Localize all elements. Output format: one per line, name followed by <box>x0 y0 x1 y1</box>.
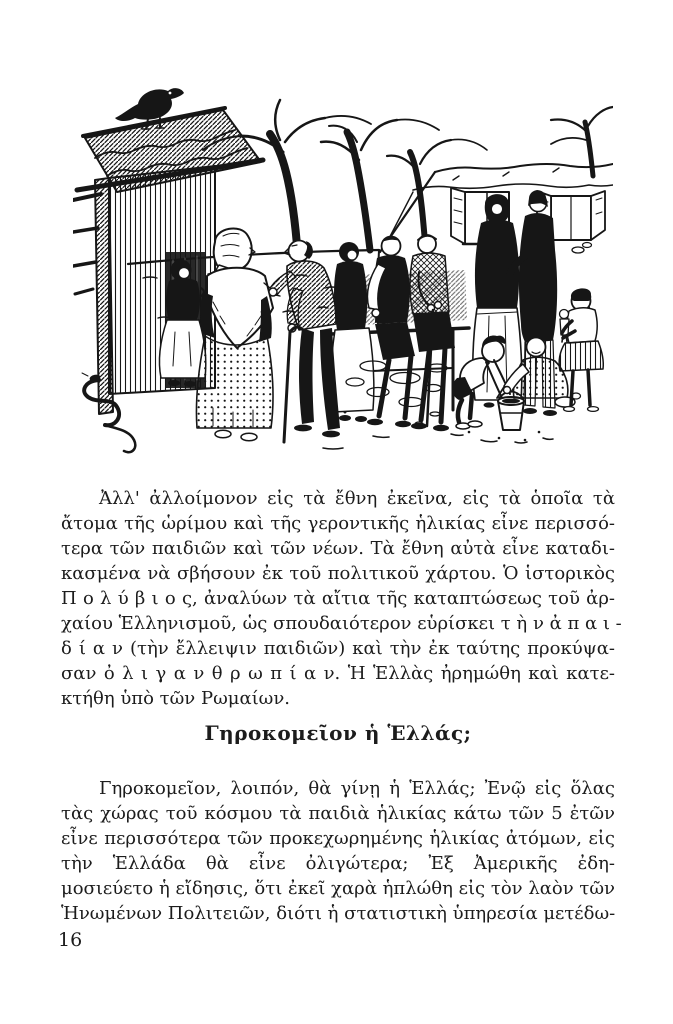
text-line: εἶνε περισσότερα τῶν προκεχωρημένης ἡλικίας ἀτόμων, εἰς <box>61 828 615 849</box>
text-line: τερα τῶν παιδιῶν καὶ τῶν νέων. Τὰ ἔθνη αὐτὰ εἶνε καταδι- <box>61 538 615 559</box>
old-man-with-cane <box>264 241 340 443</box>
text-line: σαν ὀ λ ι γ α ν θ ρ ω π ί α ν. Ἡ Ἑλλὰς ἠρημώθη καὶ κατε- <box>61 663 615 684</box>
paragraph-2 <box>61 776 615 926</box>
text-line: μοσιεύετο ἡ εἴδησις, ὅτι ἐκεῖ χαρὰ ἡπλώθη εἰς τὸν λαὸν τῶν <box>61 878 615 899</box>
seated-elders <box>331 235 469 431</box>
text-line: Γηροκομεῖον, λοιπόν, θὰ γίνῃ ἡ Ἑλλάς; Ἐνῷ εἰς ὅλας <box>99 778 615 799</box>
text-line: Ἀλλ' ἀλλοίμονον εἰς τὰ ἔθνη ἐκεῖνα, εἰς τὰ ὁποῖα τὰ <box>99 488 615 509</box>
text-line: κασμένα νὰ σβήσουν ἐκ τοῦ πολιτικοῦ χάρτου. Ὁ ἱστορικὸς <box>61 563 615 584</box>
text-line: Ἡνωμένων Πολιτειῶν, διότι ἡ στατιστικὴ ὑπηρεσία μετέδω- <box>61 903 616 924</box>
text-line: τὴν Ἑλλάδα θὰ εἶνε ὀλιγώτερα; Ἐξ Ἀμερικῆς ἐδη- <box>61 853 615 874</box>
text-line: κτήθη ὑπὸ τῶν Ρωμαίων. <box>61 688 291 709</box>
text-line: τὰς χώρας τοῦ κόσμου τὰ παιδιὰ ἡλικίας κάτω τῶν 5 ἐτῶν <box>61 803 615 824</box>
paragraph-1 <box>61 486 622 711</box>
ground-marks <box>323 431 553 449</box>
village-scene-illustration <box>73 80 613 466</box>
text-line: Π ο λ ύ β ι ο ς, ἀναλύων τὰ αἴτια τῆς καταπτώσεως τοῦ ἀρ- <box>61 588 615 609</box>
text-line: ἄτομα τῆς ὡρίμου καὶ τῆς γεροντικῆς ἡλικίας εἶνε περισσό- <box>61 513 615 534</box>
text-line: χαίου Ἑλληνισμοῦ, ὡς σπουδαιότερον εὑρίσκει τ ὴ ν ἀ π α ι - <box>61 613 622 634</box>
page-number: 16 <box>58 929 83 951</box>
text-line: δ ί α ν (τὴν ἔλλειψιν παιδιῶν) καὶ τὴν ἐκ ταύτης προκύψα- <box>61 638 615 659</box>
section-heading: Γηροκομεῖον ἡ Ἑλλάς; <box>204 721 472 745</box>
